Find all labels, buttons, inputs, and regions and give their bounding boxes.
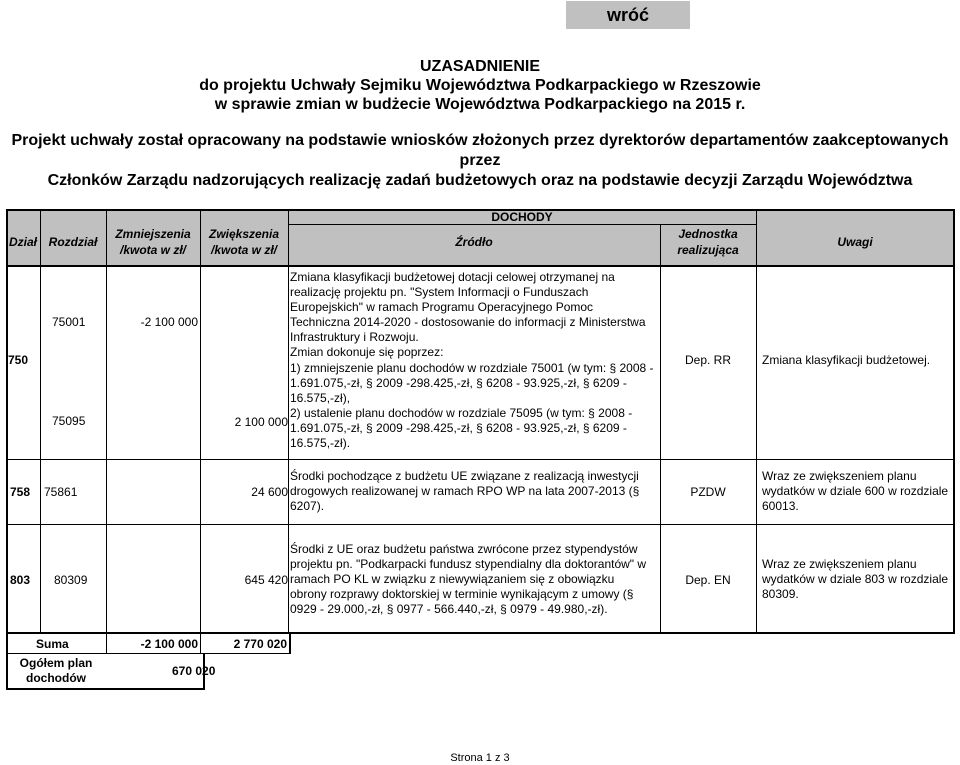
zrodlo-750-line: Zmian dokonuje się poprzez: <box>290 345 444 360</box>
cell-jednostka-750: Dep. RR <box>684 353 731 367</box>
zrodlo-758-line: Środki pochodzące z budżetu UE związane z realizacją inwestycji <box>290 469 639 483</box>
summary-label-ogolem-line1: Ogółem plan <box>19 656 93 670</box>
cell-zwiekszenia-80309: 645 420 <box>244 573 288 587</box>
summary-label-suma: Suma <box>36 637 69 651</box>
column-header-jednostka-line2: realizująca <box>677 243 739 257</box>
intro-line-1: Projekt uchwały został opracowany na podstawie wniosków złożonych przez dyrektorów departamentów zaakceptowanych przez <box>11 132 949 169</box>
zrodlo-803-line: projektu pn. "Podkarpacki fundusz stypendialny dla doktorantów" w <box>290 557 647 572</box>
column-header-zmniejszenia <box>106 226 200 258</box>
summary-label-ogolem <box>8 656 104 686</box>
zrodlo-750-line: 16.575,-zł), <box>290 390 351 405</box>
zrodlo-750-line: Europejskich" w ramach Programu Operacyjnego Pomoc <box>290 300 594 315</box>
cell-uwagi-758 <box>762 469 952 514</box>
cell-uwagi-750: Zmiana klasyfikacji budżetowej. <box>762 353 931 367</box>
column-header-dzial: Dział <box>8 235 37 249</box>
uwagi-758-line: wydatków w dziale 600 w rozdziale <box>762 484 949 499</box>
page-number: Strona 1 z 3 <box>450 752 510 764</box>
summary-ogolem-value: 670 020 <box>172 664 216 678</box>
zrodlo-750-line: Zmiana klasyfikacji budżetowej dotacji celowej otrzymanej na <box>290 270 615 284</box>
column-header-zrodlo: Źródło <box>455 235 493 249</box>
uwagi-803-line: Wraz ze zwiększeniem planu <box>762 557 917 571</box>
cell-zmniejszenia-75001: -2 100 000 <box>140 315 198 329</box>
back-button[interactable]: wróć <box>566 1 690 29</box>
column-header-zwiekszenia-line2: /kwota w zł/ <box>210 243 277 257</box>
column-header-zmniejszenia-line1: Zmniejszenia <box>115 227 191 241</box>
cell-zrodlo-758 <box>290 469 660 514</box>
cell-zwiekszenia-75095: 2 100 000 <box>234 415 288 429</box>
document-subtitle-1: do projektu Uchwały Sejmiku Województwa Podkarpackiego w Rzeszowie <box>199 77 761 94</box>
uwagi-803-line: 80309. <box>762 587 799 602</box>
zrodlo-750-line: realizację projektu pn. "System Informacji o Funduszach <box>290 285 589 300</box>
summary-label-ogolem-line2: dochodów <box>26 671 86 685</box>
zrodlo-803-line: obrony rozprawy doktorskiej w terminie wynikającym z umowy (§ <box>290 587 634 602</box>
zrodlo-758-line: 6207). <box>290 499 325 514</box>
column-header-zwiekszenia <box>200 226 288 258</box>
cell-rozdzial-75095: 75095 <box>52 414 86 428</box>
uwagi-758-line: Wraz ze zwiększeniem planu <box>762 469 917 483</box>
cell-rozdzial-75001: 75001 <box>52 315 86 329</box>
zrodlo-750-line: 1) zmniejszenie planu dochodów w rozdziale 75001 (w tym: § 2008 - <box>290 360 654 375</box>
cell-rozdzial-75861: 75861 <box>44 485 78 499</box>
cell-jednostka-803: Dep. EN <box>685 573 731 587</box>
cell-zwiekszenia-75861: 24 600 <box>251 485 288 499</box>
document-subtitle-2: w sprawie zmian w budżecie Województwa Podkarpackiego na 2015 r. <box>214 96 746 113</box>
zrodlo-803-line: 0929 - 29.000,-zł, § 0977 - 566.440,-zł, § 0979 - 49.980,-zł). <box>290 602 608 617</box>
column-header-uwagi: Uwagi <box>837 235 873 249</box>
cell-rozdzial-80309: 80309 <box>54 573 88 587</box>
cell-uwagi-803 <box>762 557 952 602</box>
zrodlo-750-line: Techniczna 2014-2020 - dostosowanie do informacji z Ministerstwa <box>290 315 646 330</box>
cell-dzial-750: 750 <box>8 353 29 367</box>
cell-dzial-803: 803 <box>10 573 31 587</box>
intro-line-2: Członków Zarządu nadzorujących realizację zadań budżetowych oraz na podstawie decyzji Zarządu Województwa <box>47 172 913 189</box>
cell-zrodlo-803 <box>290 542 660 617</box>
uwagi-758-line: 60013. <box>762 499 799 514</box>
cell-jednostka-758: PZDW <box>690 485 726 499</box>
cell-zrodlo-750 <box>290 270 660 451</box>
summary-suma-zmniejszenia: -2 100 000 <box>140 637 198 651</box>
zrodlo-750-line: Infrastruktury i Rozwoju. <box>290 330 419 345</box>
uwagi-803-line: wydatków w dziale 803 w rozdziale <box>762 572 949 587</box>
zrodlo-803-line: Środki z UE oraz budżetu państwa zwrócone przez stypendystów <box>290 542 638 556</box>
zrodlo-803-line: ramach PO KL w związku z niewywiązaniem się z obowiązku <box>290 572 615 587</box>
cell-dzial-758: 758 <box>10 485 31 499</box>
column-header-rozdzial: Rozdział <box>48 235 98 249</box>
column-header-zwiekszenia-line1: Zwiększenia <box>208 227 280 241</box>
zrodlo-750-line: 1.691.075,-zł, § 2009 -298.425,-zł, § 6208 - 93.925,-zł, § 6209 - <box>290 420 627 435</box>
column-header-zmniejszenia-line2: /kwota w zł/ <box>119 243 186 257</box>
zrodlo-750-line: 2) ustalenie planu dochodów w rozdziale 75095 (w tym: § 2008 - <box>290 405 633 420</box>
zrodlo-758-line: drogowych realizowanej w ramach RPO WP na lata 2007-2013 (§ <box>290 484 640 499</box>
zrodlo-750-line: 16.575,-zł). <box>290 436 351 451</box>
group-header-dochody: DOCHODY <box>491 210 553 224</box>
zrodlo-750-line: 1.691.075,-zł, § 2009 -298.425,-zł, § 6208 - 93.925,-zł, § 6209 - <box>290 375 627 390</box>
summary-suma-zwiekszenia: 2 770 020 <box>233 637 287 651</box>
column-header-jednostka-line1: Jednostka <box>678 227 738 241</box>
document-title: UZASADNIENIE <box>419 58 540 75</box>
column-header-jednostka <box>660 226 756 258</box>
